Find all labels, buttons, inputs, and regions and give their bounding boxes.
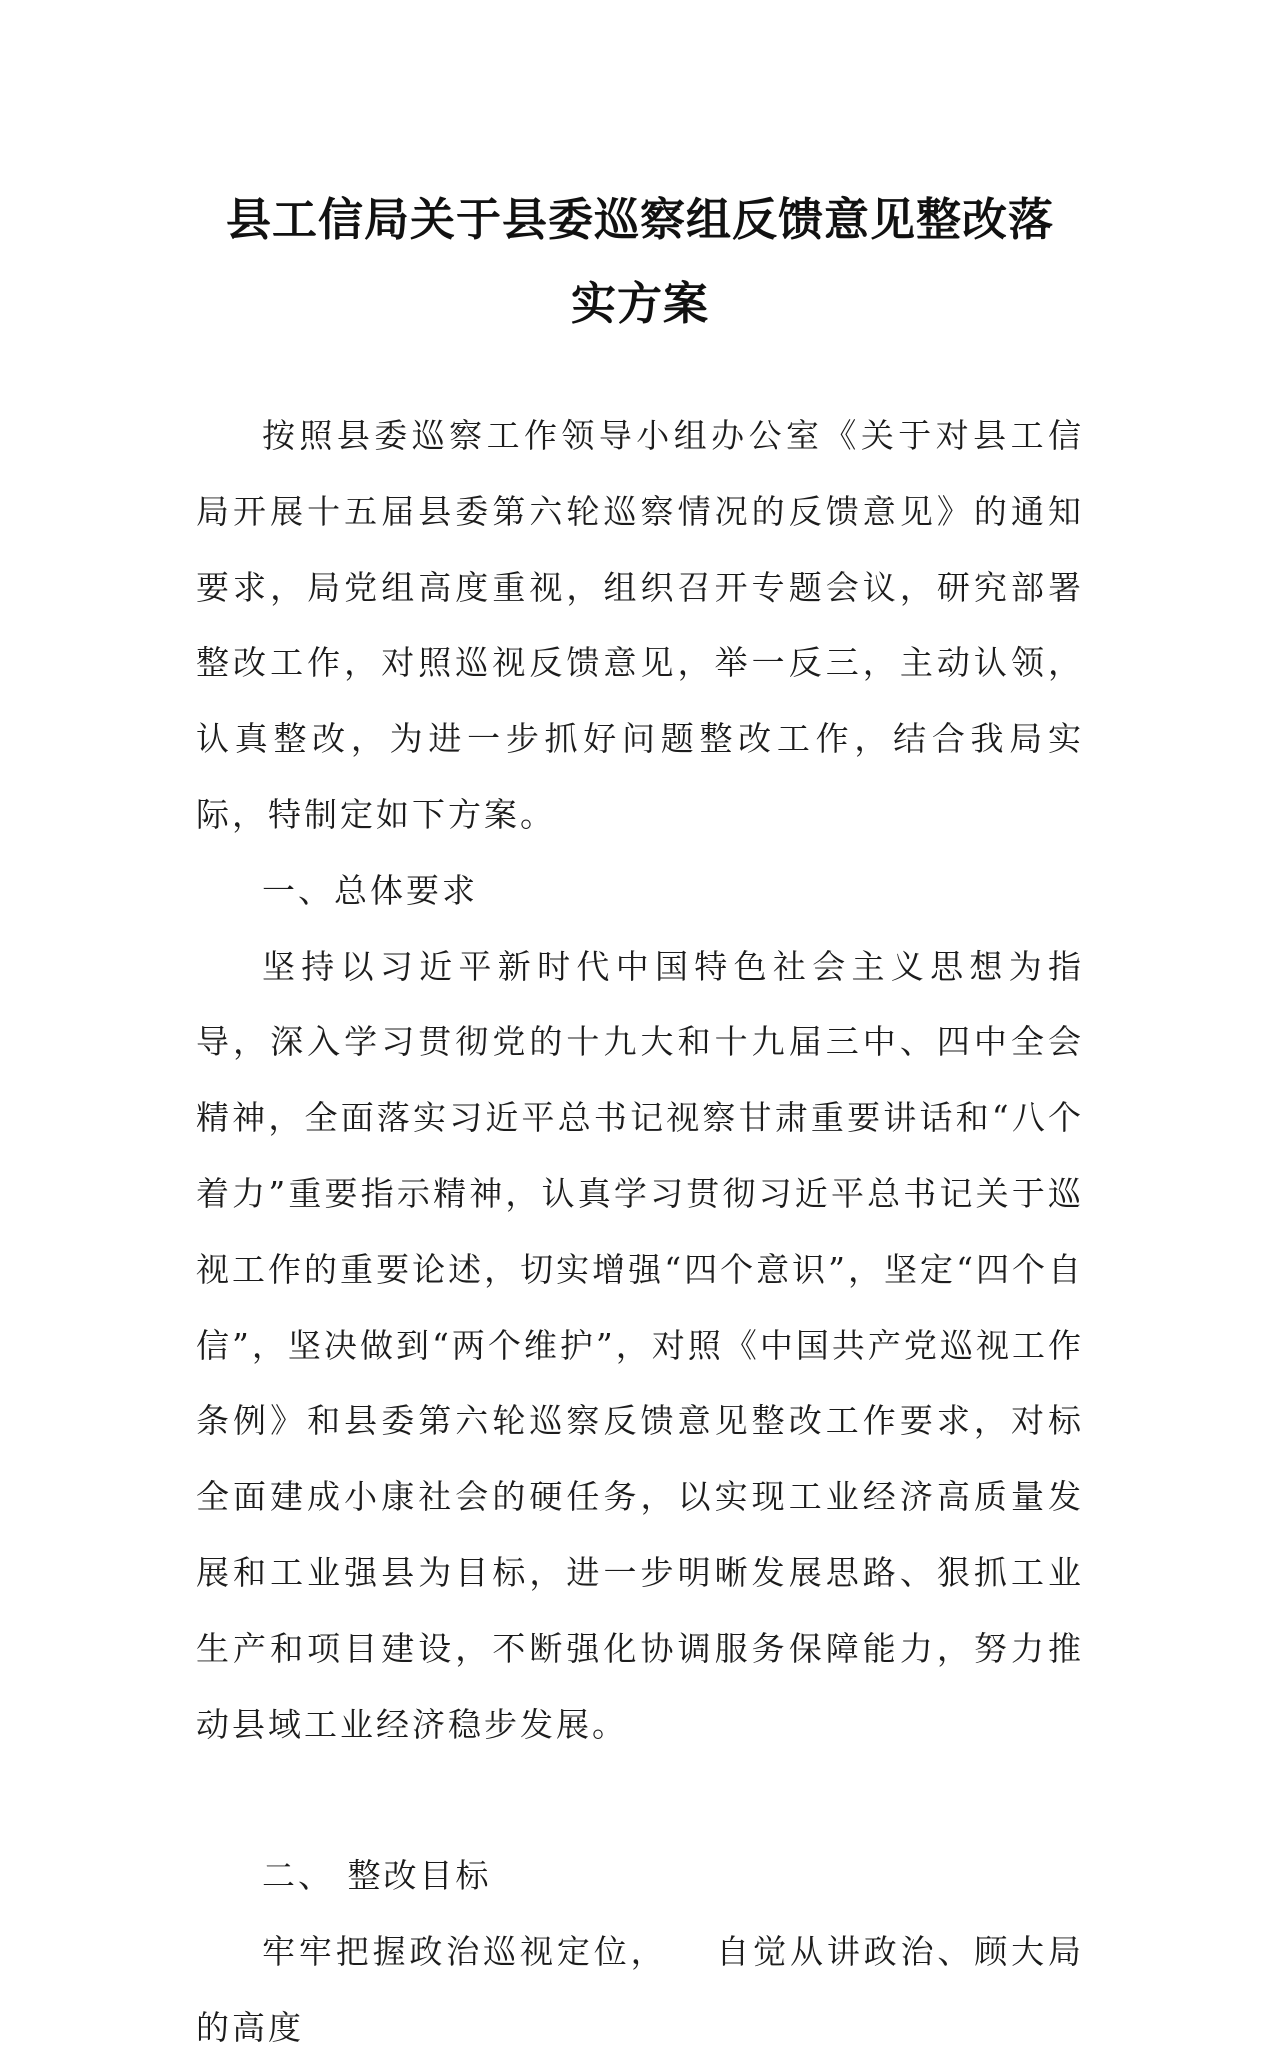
section-2-heading-text: 整改目标 <box>347 1856 492 1896</box>
section-2-heading <box>196 1838 1084 1914</box>
section-2-text-part-2: 自觉从讲政治、顾大局的高度 <box>196 1932 1085 2047</box>
section-2-text-part-1: 牢牢把握政治巡视定位， <box>262 1932 668 1972</box>
document-body <box>196 398 1084 2066</box>
section-2-paragraph <box>196 1914 1084 2066</box>
intro-paragraph: 按照县委巡察工作领导小组办公室《关于对县工信局开展十五届县委第六轮巡察情况的反馈意见》的通知要求，局党组高度重视，组织召开专题会议，研究部署整改工作，对照巡视反馈意见，举一反三，主动认领，认真整改，为进一步抓好问题整改工作，结合我局实际，特制定如下方案。 <box>196 416 1084 834</box>
title-line-1: 县工信局关于县委巡察组反馈意见整改落 <box>225 193 1054 246</box>
section-1-paragraph: 坚持以习近平新时代中国特色社会主义思想为指导，深入学习贯彻党的十九大和十九届三中、四中全会精神，全面落实习近平总书记视察甘肃重要讲话和“八个着力”重要指示精神，认真学习贯彻习近平总书记关于巡视工作的重要论述，切实增强“四个意识”，坚定“四个自信”，坚决做到“两个维护”，对照《中国共产党巡视工作条例》和县委第六轮巡察反馈意见整改工作要求，对标全面建成小康社会的硬任务，以实现工业经济高质量发展和工业强县为目标，进一步明晰发展思路、狠抓工业生产和项目建设，不断强化协调服务保障能力，努力推动县域工业经济稳步发展。 <box>196 946 1084 1744</box>
section-1-heading: 一、总体要求 <box>262 870 478 910</box>
section-2-heading-number: 二、 <box>262 1856 334 1896</box>
document-title <box>150 178 1130 346</box>
title-line-2: 实方案 <box>570 277 709 330</box>
